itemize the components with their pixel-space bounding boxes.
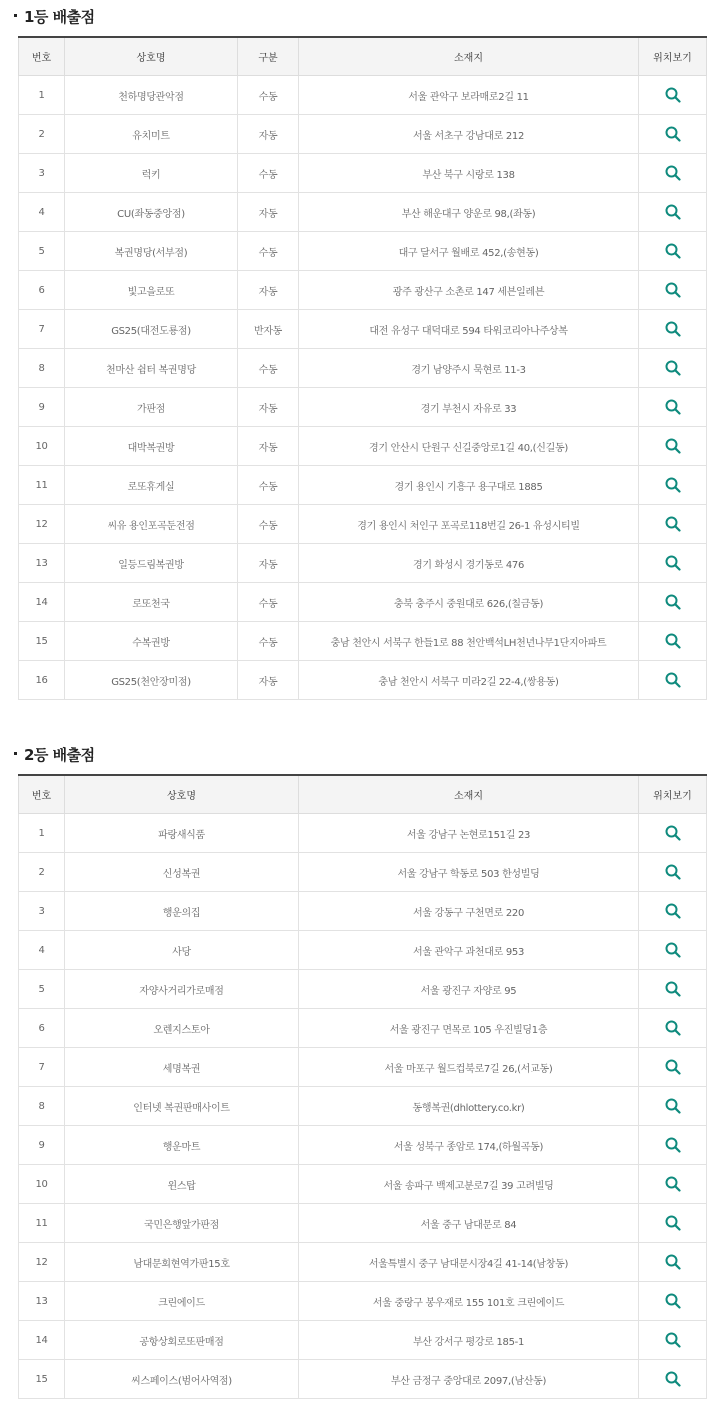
- table-cell: 4: [19, 193, 65, 232]
- table-cell: 경기 남양주시 묵현로 11-3: [299, 349, 639, 388]
- table-cell: 자동: [238, 388, 299, 427]
- table-cell: 13: [19, 544, 65, 583]
- search-icon[interactable]: [665, 165, 681, 181]
- location-view-button[interactable]: [639, 622, 707, 661]
- table-cell: 자동: [238, 115, 299, 154]
- table-cell: 럭키: [65, 154, 238, 193]
- search-icon[interactable]: [665, 438, 681, 454]
- table-cell: 3: [19, 154, 65, 193]
- location-view-button[interactable]: [639, 76, 707, 115]
- table-row: [19, 661, 707, 700]
- table-cell: 서울 광진구 자양로 95: [299, 970, 639, 1009]
- table-row: [19, 1360, 707, 1399]
- table-cell: 12: [19, 1243, 65, 1282]
- bullet: [14, 14, 17, 17]
- table-row: [19, 931, 707, 970]
- search-icon[interactable]: [665, 594, 681, 610]
- location-view-button[interactable]: [639, 661, 707, 700]
- table-row: [19, 1243, 707, 1282]
- table-cell: 11: [19, 1204, 65, 1243]
- table-cell: 씨스페이스(범어사역점): [65, 1360, 299, 1399]
- table-cell: 세명복권: [65, 1048, 299, 1087]
- location-view-button[interactable]: [639, 1243, 707, 1282]
- table-row: [19, 1087, 707, 1126]
- table-cell: 대구 달서구 월배로 452,(송현동): [299, 232, 639, 271]
- table-cell: 크린에이드: [65, 1282, 299, 1321]
- table-cell: 부산 해운대구 양운로 98,(좌동): [299, 193, 639, 232]
- search-icon[interactable]: [665, 399, 681, 415]
- table-cell: 가판점: [65, 388, 238, 427]
- column-header: 구분: [238, 37, 299, 76]
- table-row: [19, 349, 707, 388]
- column-header: 번호: [19, 37, 65, 76]
- table-header-row: [19, 37, 707, 76]
- location-view-button[interactable]: [639, 544, 707, 583]
- table-cell: 서울 중구 남대문로 84: [299, 1204, 639, 1243]
- search-icon[interactable]: [665, 360, 681, 376]
- table-cell: 15: [19, 622, 65, 661]
- table-cell: 서울 성북구 종암로 174,(하월곡동): [299, 1126, 639, 1165]
- table-cell: 5: [19, 970, 65, 1009]
- location-view-button[interactable]: [639, 1282, 707, 1321]
- search-icon[interactable]: [665, 321, 681, 337]
- table-cell: 자동: [238, 427, 299, 466]
- table-row: [19, 427, 707, 466]
- table-cell: 수동: [238, 232, 299, 271]
- table-cell: 서울특별시 중구 남대문시장4길 41-14(남창동): [299, 1243, 639, 1282]
- table-row: [19, 76, 707, 115]
- table-cell: 14: [19, 583, 65, 622]
- column-header: 위치보기: [639, 37, 707, 76]
- table-cell: 7: [19, 1048, 65, 1087]
- table-cell: 자동: [238, 661, 299, 700]
- location-view-button[interactable]: [639, 583, 707, 622]
- table-cell: 4: [19, 931, 65, 970]
- location-view-button[interactable]: [639, 154, 707, 193]
- column-header: 상호명: [65, 775, 299, 814]
- location-view-button[interactable]: [639, 1009, 707, 1048]
- search-icon[interactable]: [665, 903, 681, 919]
- table-cell: 2: [19, 115, 65, 154]
- table-cell: 로또천국: [65, 583, 238, 622]
- table-cell: 로또휴게실: [65, 466, 238, 505]
- table-cell: 10: [19, 427, 65, 466]
- table-cell: 15: [19, 1360, 65, 1399]
- location-view-button[interactable]: [639, 115, 707, 154]
- table-cell: 수동: [238, 583, 299, 622]
- search-icon[interactable]: [665, 243, 681, 259]
- second-prize-table: [18, 774, 707, 1399]
- search-icon[interactable]: [665, 126, 681, 142]
- table-row: [19, 544, 707, 583]
- table-cell: GS25(대전도룡점): [65, 310, 238, 349]
- search-icon[interactable]: [665, 555, 681, 571]
- table-cell: 파랑새식품: [65, 814, 299, 853]
- table-cell: 일등드림복권방: [65, 544, 238, 583]
- search-icon[interactable]: [665, 633, 681, 649]
- search-icon[interactable]: [665, 942, 681, 958]
- table-row: [19, 310, 707, 349]
- table-cell: 서울 강동구 구천면로 220: [299, 892, 639, 931]
- location-view-button[interactable]: [639, 193, 707, 232]
- location-view-button[interactable]: [639, 271, 707, 310]
- location-view-button[interactable]: [639, 1126, 707, 1165]
- table-cell: 국민은행앞가판점: [65, 1204, 299, 1243]
- table-row: [19, 466, 707, 505]
- table-cell: 5: [19, 232, 65, 271]
- table-cell: 경기 부천시 자유로 33: [299, 388, 639, 427]
- table-row: [19, 853, 707, 892]
- table-cell: 16: [19, 661, 65, 700]
- table-cell: 서울 광진구 면목로 105 우진빌딩1층: [299, 1009, 639, 1048]
- table-row: [19, 1282, 707, 1321]
- search-icon[interactable]: [665, 981, 681, 997]
- table-cell: 행운의집: [65, 892, 299, 931]
- table-cell: 12: [19, 505, 65, 544]
- location-view-button[interactable]: [639, 1165, 707, 1204]
- search-icon[interactable]: [665, 672, 681, 688]
- table-cell: 2: [19, 853, 65, 892]
- location-view-button[interactable]: [639, 505, 707, 544]
- table-cell: 14: [19, 1321, 65, 1360]
- table-cell: 6: [19, 1009, 65, 1048]
- table-cell: 13: [19, 1282, 65, 1321]
- table-cell: 서울 마포구 월드컵북로7길 26,(서교동): [299, 1048, 639, 1087]
- search-icon[interactable]: [665, 87, 681, 103]
- column-header: 상호명: [65, 37, 238, 76]
- search-icon[interactable]: [665, 477, 681, 493]
- table-cell: 사당: [65, 931, 299, 970]
- table-cell: 대전 유성구 대덕대로 594 타워코리아나주상복: [299, 310, 639, 349]
- table-cell: 자동: [238, 544, 299, 583]
- location-view-button[interactable]: [639, 931, 707, 970]
- search-icon[interactable]: [665, 516, 681, 532]
- table-row: [19, 232, 707, 271]
- search-icon[interactable]: [665, 204, 681, 220]
- table-cell: 남대문회현역가판15호: [65, 1243, 299, 1282]
- location-view-button[interactable]: [639, 310, 707, 349]
- location-view-button[interactable]: [639, 349, 707, 388]
- location-view-button[interactable]: [639, 814, 707, 853]
- table-row: [19, 892, 707, 931]
- table-row: [19, 115, 707, 154]
- location-view-button[interactable]: [639, 853, 707, 892]
- table-cell: 광주 광산구 소촌로 147 세븐일레븐: [299, 271, 639, 310]
- section-title-text: 2등 배출점: [24, 746, 95, 764]
- search-icon[interactable]: [665, 1137, 681, 1153]
- table-cell: 경기 안산시 단원구 신길중앙로1길 40,(신길동): [299, 427, 639, 466]
- table-cell: 충남 천안시 서북구 미라2길 22-4,(쌍용동): [299, 661, 639, 700]
- table-cell: 빛고을로또: [65, 271, 238, 310]
- table-cell: 동행복권(dhlottery.co.kr): [299, 1087, 639, 1126]
- table-cell: 경기 화성시 경기동로 476: [299, 544, 639, 583]
- table-cell: 씨유 용인포곡둔전점: [65, 505, 238, 544]
- table-cell: 수동: [238, 349, 299, 388]
- table-cell: 수동: [238, 505, 299, 544]
- search-icon[interactable]: [665, 1098, 681, 1114]
- table-row: [19, 271, 707, 310]
- location-view-button[interactable]: [639, 1048, 707, 1087]
- table-cell: 자동: [238, 271, 299, 310]
- table-cell: 충북 충주시 중원대로 626,(칠금동): [299, 583, 639, 622]
- table-cell: 신성복권: [65, 853, 299, 892]
- table-cell: 윈스탑: [65, 1165, 299, 1204]
- table-cell: 1: [19, 76, 65, 115]
- table-cell: 충남 천안시 서북구 한들1로 88 천안백석LH천년나무1단지아파트: [299, 622, 639, 661]
- column-header: 소재지: [299, 775, 639, 814]
- table-cell: 11: [19, 466, 65, 505]
- location-view-button[interactable]: [639, 232, 707, 271]
- location-view-button[interactable]: [639, 1087, 707, 1126]
- table-cell: 부산 금정구 중앙대로 2097,(남산동): [299, 1360, 639, 1399]
- table-cell: 인터넷 복권판매사이트: [65, 1087, 299, 1126]
- table-row: [19, 1204, 707, 1243]
- table-cell: 9: [19, 1126, 65, 1165]
- table-cell: 오렌지스토아: [65, 1009, 299, 1048]
- table-cell: 1: [19, 814, 65, 853]
- table-cell: 9: [19, 388, 65, 427]
- section-title-text: 1등 배출점: [24, 8, 95, 26]
- table-cell: 8: [19, 1087, 65, 1126]
- table-cell: 자동: [238, 193, 299, 232]
- table-cell: 서울 관악구 보라매로2길 11: [299, 76, 639, 115]
- location-view-button[interactable]: [639, 427, 707, 466]
- first-prize-table: [18, 36, 707, 700]
- search-icon[interactable]: [665, 1020, 681, 1036]
- table-row: [19, 1126, 707, 1165]
- table-row: [19, 814, 707, 853]
- table-cell: 서울 중랑구 봉우재로 155 101호 크린에이드: [299, 1282, 639, 1321]
- column-header: 번호: [19, 775, 65, 814]
- table-cell: CU(좌동중앙점): [65, 193, 238, 232]
- search-icon[interactable]: [665, 282, 681, 298]
- table-cell: 부산 강서구 평강로 185-1: [299, 1321, 639, 1360]
- table-header-row: [19, 775, 707, 814]
- table-cell: 수동: [238, 466, 299, 505]
- table-cell: 천마산 쉼터 복권명당: [65, 349, 238, 388]
- search-icon[interactable]: [665, 864, 681, 880]
- table-cell: 3: [19, 892, 65, 931]
- table-cell: 수복권방: [65, 622, 238, 661]
- search-icon[interactable]: [665, 1059, 681, 1075]
- table-cell: 부산 북구 시랑로 138: [299, 154, 639, 193]
- table-cell: 수동: [238, 622, 299, 661]
- table-row: [19, 1009, 707, 1048]
- search-icon[interactable]: [665, 1293, 681, 1309]
- location-view-button[interactable]: [639, 466, 707, 505]
- table-row: [19, 193, 707, 232]
- location-view-button[interactable]: [639, 1321, 707, 1360]
- table-cell: 유치미트: [65, 115, 238, 154]
- table-cell: 6: [19, 271, 65, 310]
- search-icon[interactable]: [665, 1254, 681, 1270]
- location-view-button[interactable]: [639, 1204, 707, 1243]
- table-cell: 행운마트: [65, 1126, 299, 1165]
- table-row: [19, 154, 707, 193]
- column-header: 소재지: [299, 37, 639, 76]
- section-title-second: [14, 744, 95, 765]
- search-icon[interactable]: [665, 1176, 681, 1192]
- table-cell: GS25(천안장미점): [65, 661, 238, 700]
- location-view-button[interactable]: [639, 892, 707, 931]
- table-row: [19, 505, 707, 544]
- table-cell: 10: [19, 1165, 65, 1204]
- column-header: 위치보기: [639, 775, 707, 814]
- table-cell: 수동: [238, 154, 299, 193]
- table-row: [19, 1048, 707, 1087]
- table-cell: 대박복권방: [65, 427, 238, 466]
- section-title-first: [14, 6, 95, 27]
- table-row: [19, 1165, 707, 1204]
- table-row: [19, 970, 707, 1009]
- bullet: [14, 752, 17, 755]
- table-row: [19, 583, 707, 622]
- table-row: [19, 1321, 707, 1360]
- table-cell: 7: [19, 310, 65, 349]
- table-cell: 반자동: [238, 310, 299, 349]
- search-icon[interactable]: [665, 1332, 681, 1348]
- table-cell: 서울 서초구 강남대로 212: [299, 115, 639, 154]
- location-view-button[interactable]: [639, 388, 707, 427]
- table-cell: 자양사거리가로매점: [65, 970, 299, 1009]
- table-cell: 공항상회로또판매점: [65, 1321, 299, 1360]
- table-cell: 서울 강남구 논현로151길 23: [299, 814, 639, 853]
- table-row: [19, 622, 707, 661]
- location-view-button[interactable]: [639, 1360, 707, 1399]
- table-cell: 복권명당(서부점): [65, 232, 238, 271]
- table-cell: 8: [19, 349, 65, 388]
- table-cell: 천하명당관악점: [65, 76, 238, 115]
- table-cell: 서울 강남구 학동로 503 한성빌딩: [299, 853, 639, 892]
- table-row: [19, 388, 707, 427]
- table-cell: 수동: [238, 76, 299, 115]
- table-cell: 경기 용인시 처인구 포곡로118번길 26-1 유성시티빌: [299, 505, 639, 544]
- table-cell: 서울 관악구 과천대로 953: [299, 931, 639, 970]
- table-cell: 서울 송파구 백제고분로7길 39 고려빌딩: [299, 1165, 639, 1204]
- table-cell: 경기 용인시 기흥구 용구대로 1885: [299, 466, 639, 505]
- search-icon[interactable]: [665, 825, 681, 841]
- location-view-button[interactable]: [639, 970, 707, 1009]
- search-icon[interactable]: [665, 1371, 681, 1387]
- search-icon[interactable]: [665, 1215, 681, 1231]
